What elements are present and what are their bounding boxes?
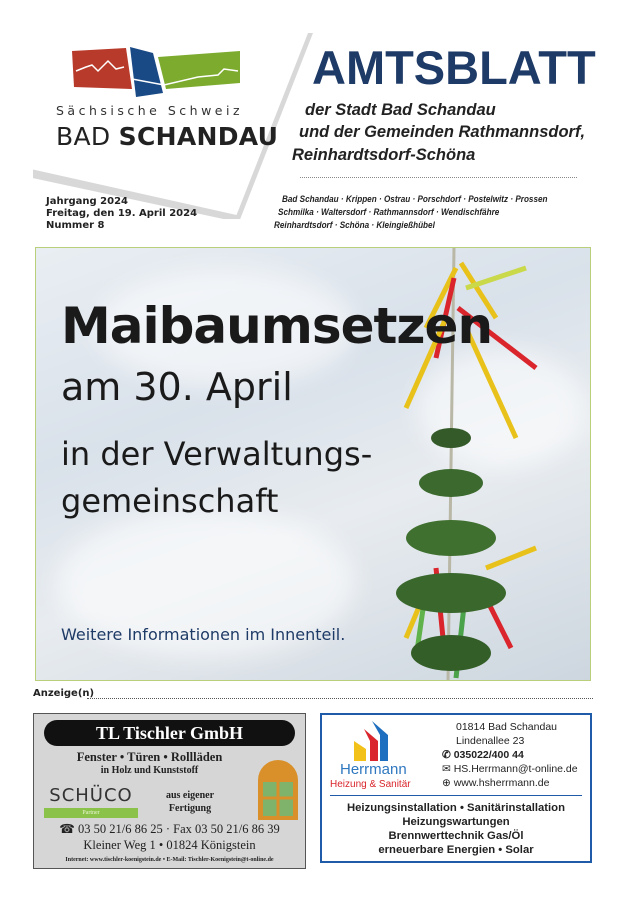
subtitle-line: und der Gemeinden Rathmannsdorf, xyxy=(299,123,586,141)
ad1-web: Internet: www.tischler-koenigstein.de • E-Mail: Tischler-Koenigstein@t-online.de xyxy=(65,857,274,863)
subtitle-line: der Stadt Bad Schandau xyxy=(305,101,496,119)
ad-tischler xyxy=(33,713,306,869)
ad2-web-address: www.hsherrmann.de xyxy=(453,777,550,789)
divider xyxy=(87,698,593,699)
hero-line: in der Verwaltungs- xyxy=(61,435,373,473)
ad1-materials: in Holz und Kunststoff xyxy=(100,765,199,776)
house-logo-icon xyxy=(354,721,388,761)
logo-region: Sächsische Schweiz xyxy=(56,103,244,118)
ad1-phone: ☎ 03 50 21/6 86 25 · Fax 03 50 21/6 86 39 xyxy=(59,822,280,836)
ad2-name: Herrmann xyxy=(340,761,407,778)
ad2-street: Lindenallee 23 xyxy=(456,735,525,747)
subtitle-line: Reinhardtsdorf-Schöna xyxy=(292,146,476,164)
divider xyxy=(330,795,582,796)
hero-date: am 30. April xyxy=(61,365,293,409)
ad-herrmann xyxy=(320,713,592,863)
towns-line: Reinhardtsdorf · Schöna · Kleingießhübel xyxy=(274,220,435,231)
ad2-phone xyxy=(442,749,524,762)
ad2-service: Heizungswartungen xyxy=(402,816,510,828)
ad1-own: aus eigener xyxy=(165,790,215,801)
ad2-city: 01814 Bad Schandau xyxy=(456,721,558,733)
ad2-service: erneuerbare Energien • Solar xyxy=(378,844,534,856)
ad1-brand-tag: Partner xyxy=(44,808,138,818)
issue-date: Freitag, den 19. April 2024 xyxy=(46,208,198,219)
issue-number: Nummer 8 xyxy=(46,220,105,231)
mail-icon: ✉ xyxy=(442,763,454,775)
ad1-own2: Fertigung xyxy=(168,803,212,814)
hero-line: gemeinschaft xyxy=(61,482,279,520)
hero-more-info: Weitere Informationen im Innenteil. xyxy=(61,625,346,644)
ad2-phone-number: 035022/400 44 xyxy=(453,749,524,761)
town-logo-icon xyxy=(68,45,243,100)
window-icon xyxy=(256,758,300,820)
ad2-email-address: HS.Herrmann@t-online.de xyxy=(453,763,578,775)
divider xyxy=(300,177,577,178)
logo-name-bold: SCHANDAU xyxy=(118,122,279,151)
ad1-products: Fenster • Türen • Rollläden xyxy=(76,750,223,764)
ad1-address: Kleiner Weg 1 • 01824 Königstein xyxy=(83,838,256,852)
ad2-service: Heizungsinstallation • Sanitärinstallation xyxy=(346,802,565,814)
logo-name-light: BAD xyxy=(56,122,111,151)
ad2-email xyxy=(442,763,578,776)
phone-icon: ✆ xyxy=(442,749,454,761)
hero-image xyxy=(35,247,591,681)
towns-line: Schmilka · Waltersdorf · Rathmannsdorf · Wendischfähre xyxy=(278,207,500,218)
logo-name xyxy=(56,122,278,151)
ad1-company: TL Tischler GmbH xyxy=(44,720,295,746)
globe-icon: ⊕ xyxy=(442,777,454,789)
ad1-brand: SCHÜCO xyxy=(49,785,133,806)
towns-line: Bad Schandau · Krippen · Ostrau · Porschdorf · Postelwitz · Prossen xyxy=(282,194,548,205)
ad2-web xyxy=(442,777,549,790)
issue-volume: Jahrgang 2024 xyxy=(46,196,129,207)
publication-title: AMTSBLATT xyxy=(312,41,596,94)
ad2-tagline: Heizung & Sanitär xyxy=(330,779,411,790)
hero-headline: Maibaumsetzen xyxy=(61,297,493,355)
ad2-service: Brennwerttechnik Gas/Öl xyxy=(388,830,524,842)
ads-label: Anzeige(n) xyxy=(33,688,95,699)
